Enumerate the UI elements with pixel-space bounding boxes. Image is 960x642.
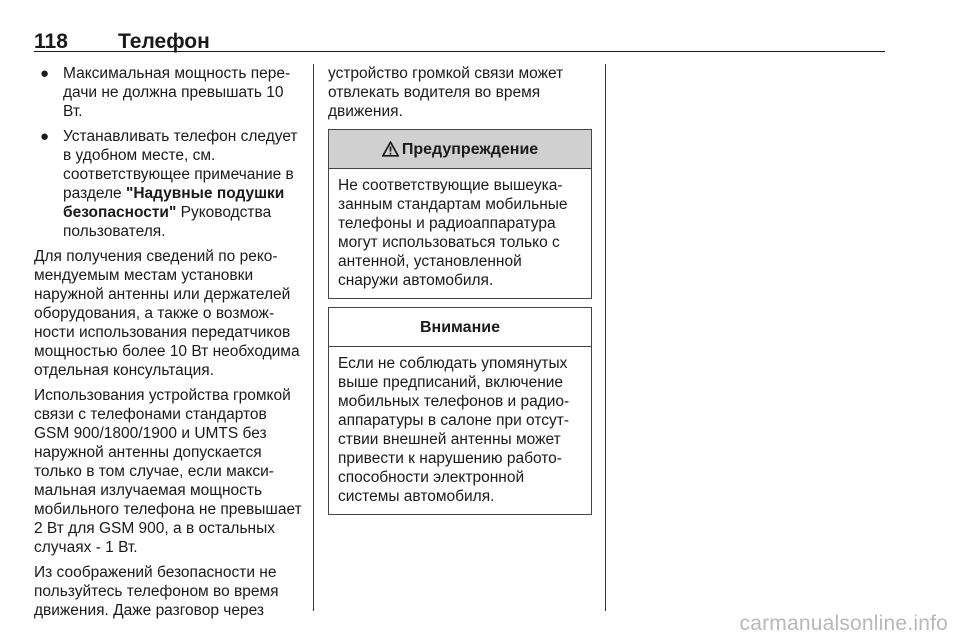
paragraph: Из соображений безопасности не пользуйтесь телефоном во время движения. Даже разговор через [34,564,279,619]
bullet-icon: ● [40,65,50,82]
column-divider-right [605,64,606,611]
caution-body: Если не соблюдать упомянутых выше предписаний, включение мобильных телефонов и радиоаппаратуры в салоне при отсутствии внешней антенны может привести к нарушению работоспособности электронной системы автомобиля. [338,355,570,505]
list-item [34,127,304,241]
caution-box [328,307,592,515]
paragraph: устройство громкой связи может отвлекать водителя во время движения. [328,65,564,120]
text-column-2 [328,64,592,515]
warning-box [328,129,592,299]
bullet-text: Устанавливать телефон следует в удобном месте, см. соответствующее примечание в разделе [63,128,298,202]
watermark: carmanualsonline.info [739,612,948,635]
list-item [34,64,304,121]
page-header [34,22,884,52]
page-title: Телефон [118,30,210,53]
section-reference: "Надувные подушки безопасности" [63,185,285,221]
bullet-icon: ● [40,128,50,145]
warning-header [329,130,591,169]
column-divider-left [313,64,314,611]
caution-header [329,308,591,347]
text-column-1 [34,64,304,626]
bullet-list [34,64,304,241]
warning-title: Предупреждение [401,140,539,158]
bullet-text: Руководства пользователя. [63,204,272,240]
page-number: 118 [34,30,68,53]
paragraph: Для получения сведений по рекомендуемым местам установки наружной антенны или держателей оборудования, а также о возможности использования передатчиков мощностью более 10 Вт необходима отдельная консультация. [34,248,300,379]
warning-body: Не соответствующие вышеуказанным стандартам мобильные телефоны и радиоаппаратура могут использоваться только с антенной, установленной снаружи автомобиля. [338,177,568,289]
paragraph: Использования устройства громкой связи с телефонами стандартов GSM 900/1800/1900 и UMTS без наружной антенны допускается только в том случае, если максимальная излучаемая мощность мобильного телефона не превышает 2 Вт для GSM 900, а в остальных случаях - 1 Вт. [34,387,302,556]
warning-triangle-icon [382,141,399,157]
header-divider [34,51,885,52]
bullet-text: Максимальная мощность передачи не должна превышать 10 Вт. [63,65,291,120]
caution-title: Внимание [420,318,500,336]
